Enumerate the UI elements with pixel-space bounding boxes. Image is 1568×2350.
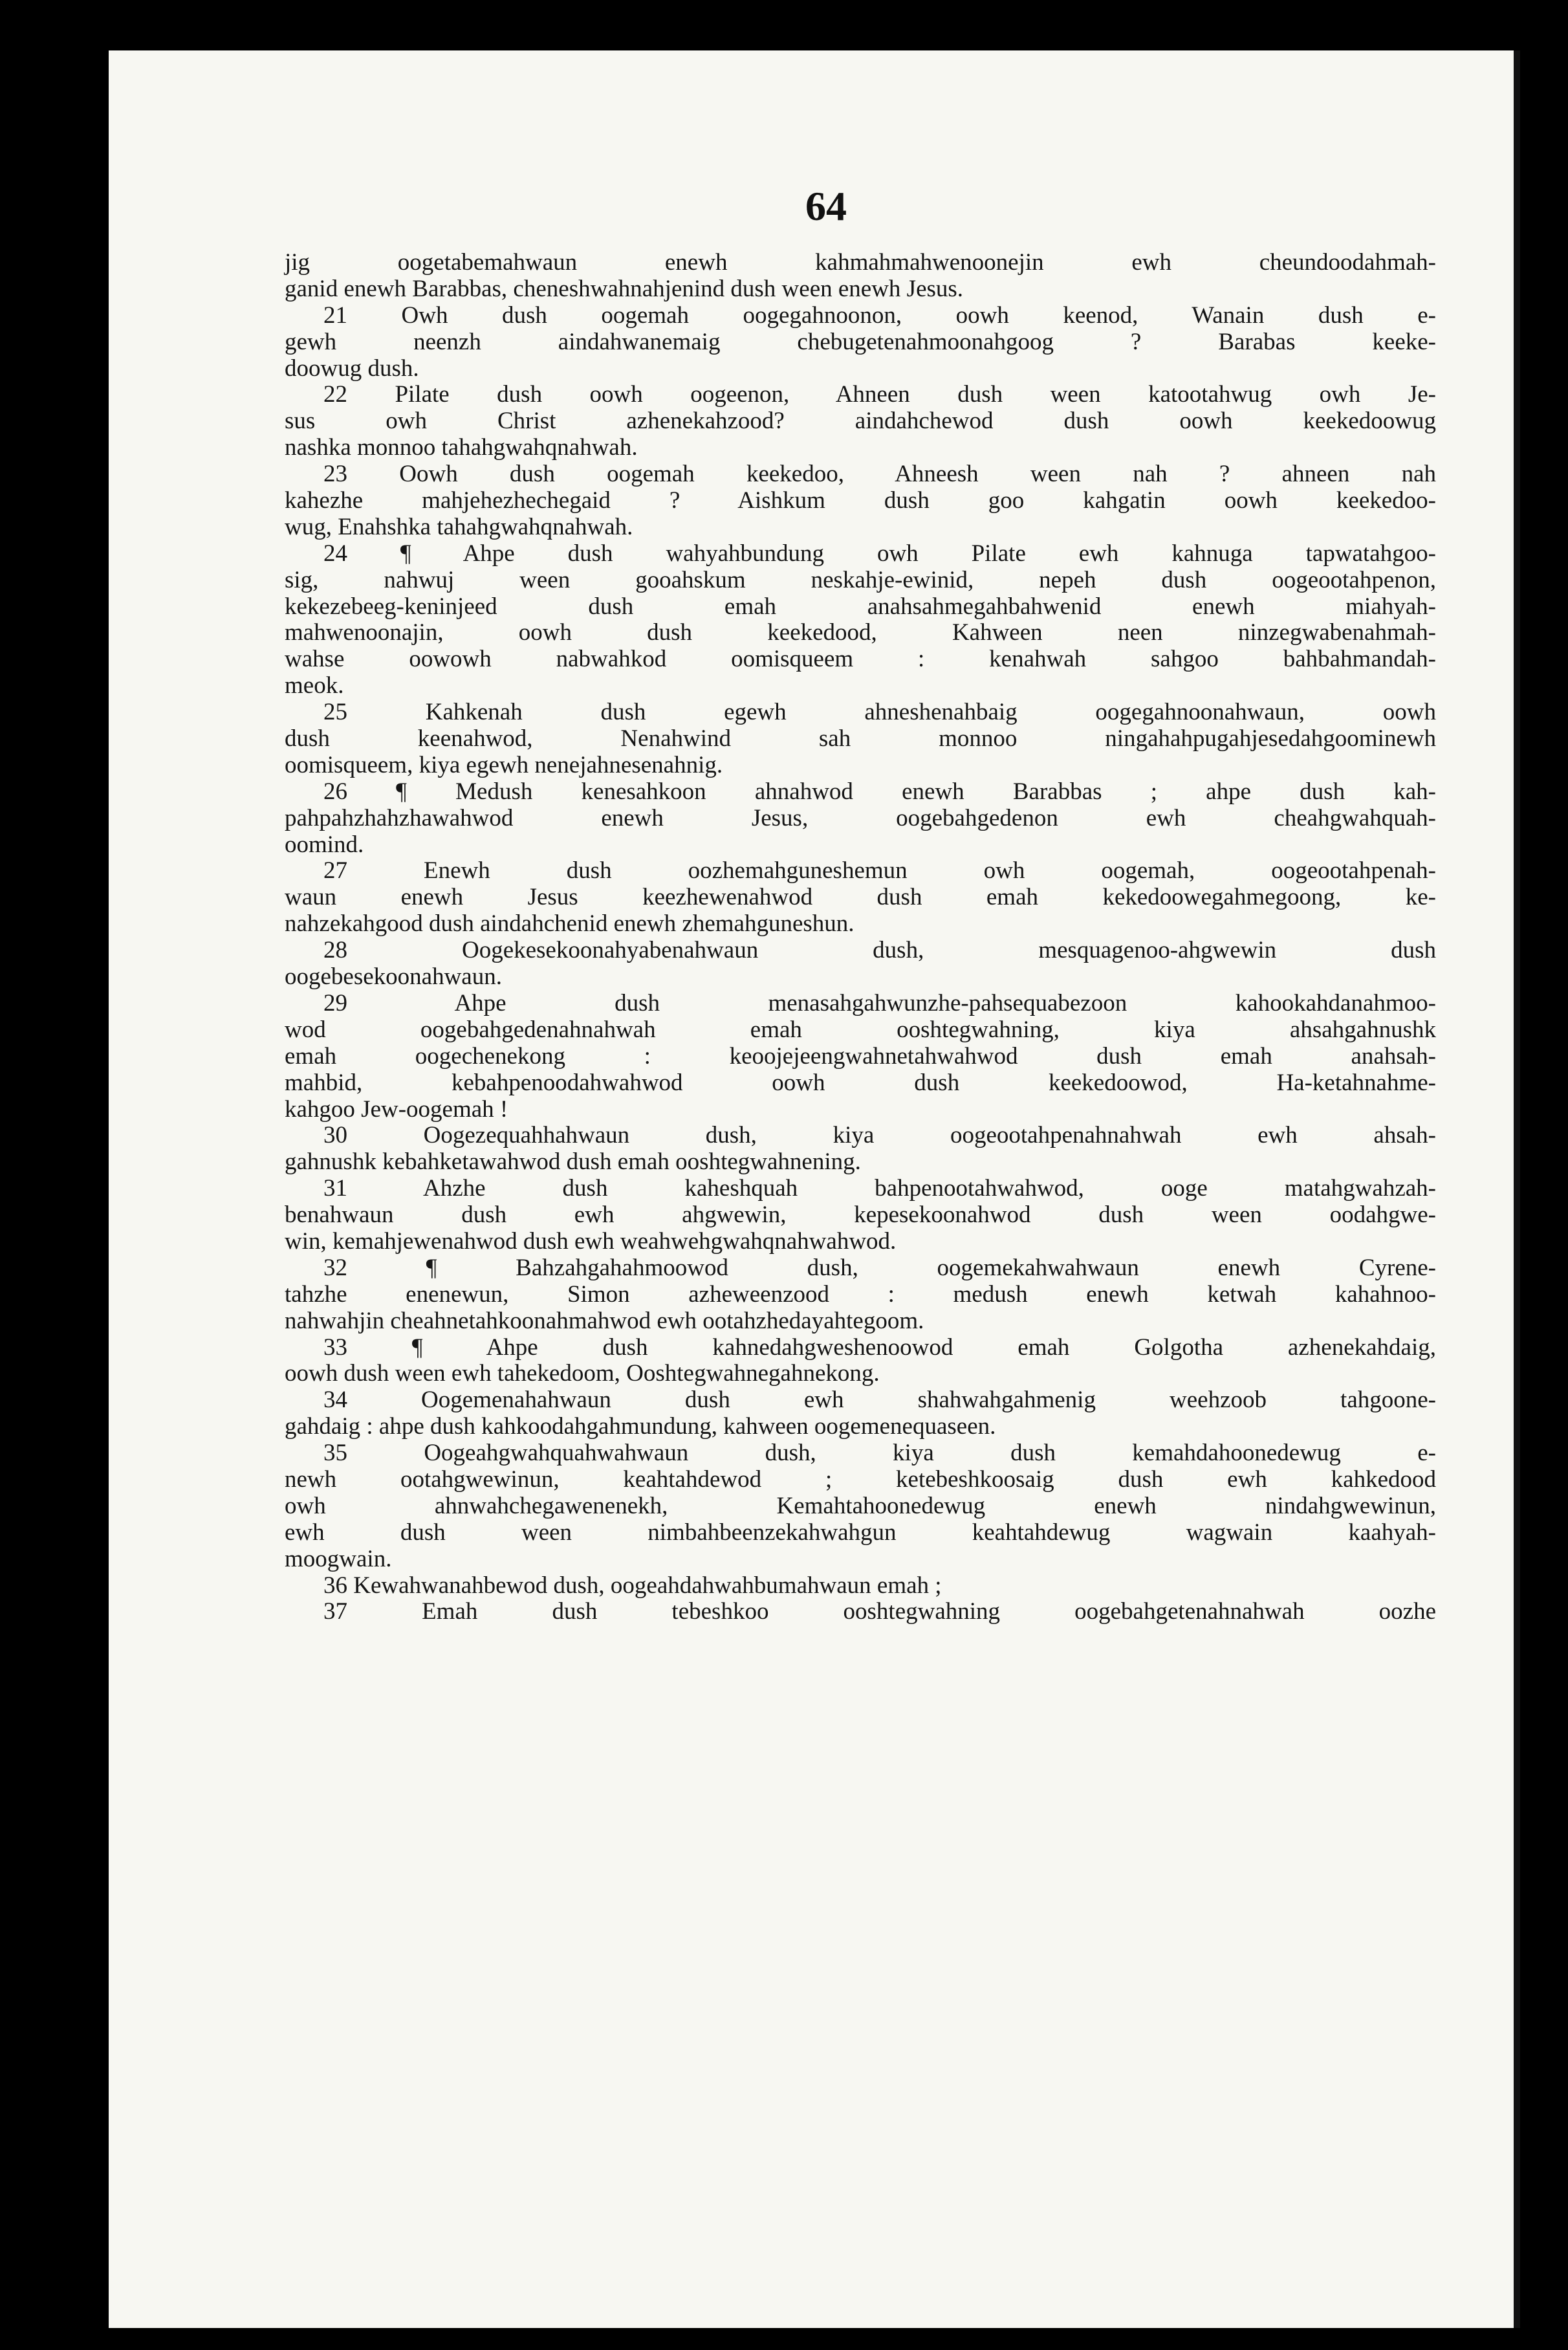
text-line: mahbid, kebahpenoodahwahwod oowh dush keekedoowod, Ha-ketahnahme- — [285, 1069, 1436, 1096]
text-line: ganid enewh Barabbas, cheneshwahnahjenind dush ween enewh Jesus. — [285, 275, 964, 302]
text-line: kahezhe mahjehezhechegaid ? Aishkum dush goo kahgatin oowh keekedoo- — [285, 487, 1436, 514]
text-line: waun enewh Jesus keezhewenahwod dush emah kekedoowegahmegoong, ke- — [285, 884, 1436, 911]
page-text — [285, 250, 1436, 1625]
text-line: oowh dush ween ewh tahekedoom, Ooshtegwahnegahnekong. — [285, 1360, 880, 1387]
text-line: jig oogetabemahwaun enewh kahmahmahwenoonejin ewh cheundoodahmah- — [285, 249, 1436, 276]
text-line: win, kemahjewenahwod dush ewh weahwehgwahqnahwahwod. — [285, 1227, 897, 1255]
text-line: ewh dush ween nimbahbeenzekahwahgun keahtahdewug wagwain kaahyah- — [285, 1519, 1436, 1546]
text-line: benahwaun dush ewh ahgwewin, kepesekoonahwod dush ween oodahgwe- — [285, 1202, 1436, 1229]
text-line: oomisqueem, kiya egewh nenejahnesenahnig. — [285, 751, 723, 778]
text-line: tahzhe enenewun, Simon azheweenzood : medush enewh ketwah kahahnoo- — [285, 1280, 1436, 1308]
text-line: doowug dush. — [285, 355, 419, 382]
text-line: moogwain. — [285, 1545, 392, 1572]
text-line: 37 Emah dush tebeshkoo ooshtegwahning oogebahgetenahnahwah oozhe — [323, 1598, 1436, 1625]
text-line: wod oogebahgedenahnahwah emah ooshtegwahning, kiya ahsahgahnushk — [285, 1016, 1436, 1043]
text-line: sus owh Christ azhenekahzood? aindahchewod dush oowh keekedoowug — [285, 408, 1436, 435]
text-line: sig, nahwuj ween gooahskum neskahje-ewinid, nepeh dush oogeootahpenon, — [285, 566, 1436, 593]
text-line: 25 Kahkenah dush egewh ahneshenahbaig oogegahnoonahwaun, oowh — [323, 699, 1436, 726]
page-edge — [1514, 50, 1520, 2328]
text-line: owh ahnwahchegawenenekh, Kemahtahoonedewug enewh nindahgwewinun, — [285, 1492, 1436, 1519]
text-line: 27 Enewh dush oozhemahguneshemun owh oogemah, oogeootahpenah- — [323, 857, 1436, 884]
text-line: pahpahzhahzhawahwod enewh Jesus, oogebahgedenon ewh cheahgwahquah- — [285, 804, 1436, 831]
text-line: 23 Oowh dush oogemah keekedoo, Ahneesh ween nah ? ahneen nah — [323, 461, 1436, 488]
text-line: nahzekahgood dush aindahchenid enewh zhemahguneshun. — [285, 910, 855, 938]
text-line: nahwahjin cheahnetahkoonahmahwod ewh ootahzhedayahtegoom. — [285, 1307, 924, 1334]
text-line: gahdaig : ahpe dush kahkoodahgahmundung, kahween oogemenequaseen. — [285, 1413, 996, 1440]
text-line: emah oogechenekong : keoojejeengwahnetahwahwod dush emah anahsah- — [285, 1042, 1436, 1070]
text-line: 24 ¶ Ahpe dush wahyahbundung owh Pilate ewh kahnuga tapwatahgoo- — [323, 540, 1436, 567]
text-line: 33 ¶ Ahpe dush kahnedahgweshenoowod emah Golgotha azhenekahdaig, — [323, 1334, 1436, 1361]
text-line: 32 ¶ Bahzahgahahmoowod dush, oogemekahwahwaun enewh Cyrene- — [323, 1254, 1436, 1281]
text-line: 22 Pilate dush oowh oogeenon, Ahneen dush ween katootahwug owh Je- — [323, 381, 1436, 408]
text-line: dush keenahwod, Nenahwind sah monnoo ningahahpugahjesedahgoominewh — [285, 725, 1436, 752]
text-line: wahse oowowh nabwahkod oomisqueem : kenahwah sahgoo bahbahmandah- — [285, 646, 1436, 673]
text-line: oogebesekoonahwaun. — [285, 963, 502, 991]
text-line: kahgoo Jew-oogemah ! — [285, 1095, 508, 1123]
text-line: wug, Enahshka tahahgwahqnahwah. — [285, 513, 633, 540]
text-line: 35 Oogeahgwahquahwahwaun dush, kiya dush kemahdahoonedewug e- — [323, 1440, 1436, 1467]
text-line: newh ootahgwewinun, keahtahdewod ; ketebeshkoosaig dush ewh kahkedood — [285, 1466, 1436, 1493]
text-line: kekezebeeg-keninjeed dush emah anahsahmegahbahwenid enewh miahyah- — [285, 593, 1436, 620]
text-line: meok. — [285, 672, 344, 699]
text-line: 36 Kewahwanahbewod dush, oogeahdahwahbumahwaun emah ; — [323, 1572, 942, 1599]
text-line: mahwenoonajin, oowh dush keekedood, Kahween neen ninzegwabenahmah- — [285, 619, 1436, 646]
text-line: 34 Oogemenahahwaun dush ewh shahwahgahmenig weehzoob tahgoone- — [323, 1387, 1436, 1414]
text-line: 29 Ahpe dush menasahgahwunzhe-pahsequabezoon kahookahdanahmoo- — [323, 989, 1436, 1016]
text-line: 30 Oogezequahhahwaun dush, kiya oogeootahpenahnahwah ewh ahsah- — [323, 1122, 1436, 1149]
text-line: 26 ¶ Medush kenesahkoon ahnahwod enewh Barabbas ; ahpe dush kah- — [323, 778, 1436, 805]
text-line: oomind. — [285, 831, 364, 858]
text-line: gahnushk kebahketawahwod dush emah ooshtegwahnening. — [285, 1148, 861, 1176]
text-line: 21 Owh dush oogemah oogegahnoonon, oowh keenod, Wanain dush e- — [323, 302, 1436, 329]
text-line: 28 Oogekesekoonahyabenahwaun dush, mesquagenoo-ahgwewin dush — [323, 937, 1436, 964]
text-line: gewh neenzh aindahwanemaig chebugetenahmoonahgoog ? Barabas keeke- — [285, 328, 1436, 355]
text-line: 31 Ahzhe dush kaheshquah bahpenootahwahwod, ooge matahgwahzah- — [323, 1175, 1436, 1202]
page-number: 64 — [805, 183, 847, 229]
text-line: nashka monnoo tahahgwahqnahwah. — [285, 434, 638, 461]
